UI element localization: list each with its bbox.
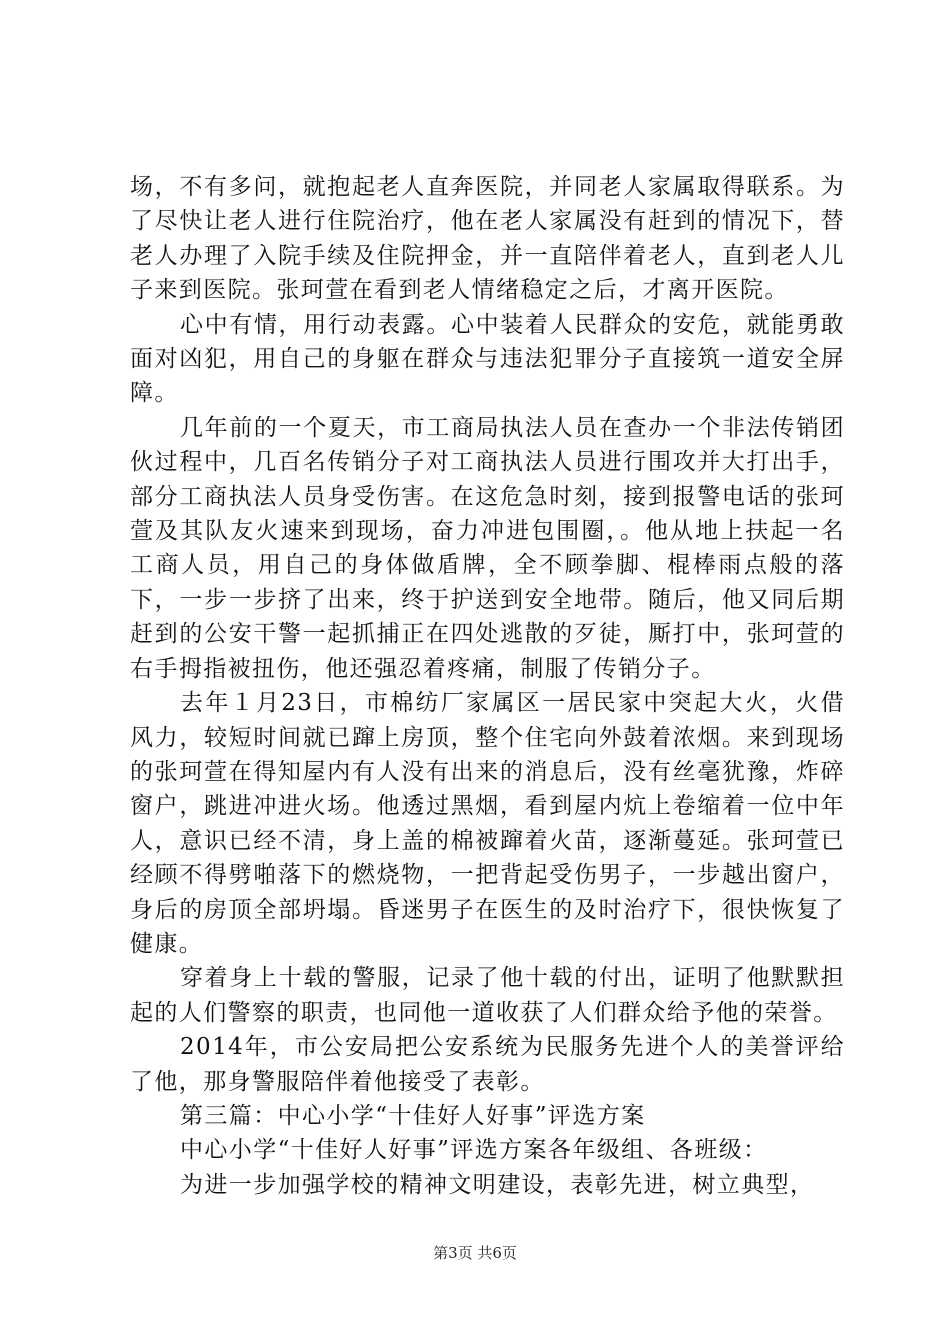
paragraph-2: 心中有情，用行动表露。心中装着人民群众的安危，就能勇敢面对凶犯，用自己的身躯在群众与违法犯罪分子直接筑一道安全屏障。 [130,311,845,407]
page-number: 第3页 共6页 [433,1244,517,1262]
section-heading: 第三篇：中心小学“十佳好人好事”评选方案 [180,1102,646,1129]
paragraph-9: 为进一步加强学校的精神文明建设，表彰先进，树立典型， [180,1171,815,1198]
paragraph-3: 几年前的一个夏天，市工商局执法人员在查办一个非法传销团伙过程中，几百名传销分子对工商执法人员进行围攻并大打出手，部分工商执法人员身受伤害。在这危急时刻，接到报警电话的张珂萱及其队友火速来到现场，奋力冲进包围圈，。他从地上扶起一名工商人员，用自己的身体做盾牌，全不顾拳脚、棍棒雨点般的落下，一步一步挤了出来，终于护送到安全地带。随后，他又同后期赶到的公安干警一起抓捕正在四处逃散的歹徒，厮打中，张珂萱的右手拇指被扭伤，他还强忍着疼痛，制服了传销分子。 [130,414,845,682]
paragraph-4: 去年１月23日，市棉纺厂家属区一居民家中突起大火，火借风力，较短时间就已蹿上房顶，整个住宅向外鼓着浓烟。来到现场的张珂萱在得知屋内有人没有出来的消息后，没有丝毫犹豫，炸碎窗户，跳进冲进火场。他透过黑烟，看到屋内炕上卷缩着一位中年人，意识已经不清，身上盖的棉被蹿着火苗，逐渐蔓延。张珂萱已经顾不得劈啪落下的燃烧物，一把背起受伤男子，一步越出窗户，身后的房顶全部坍塌。昏迷男子在医生的及时治疗下，很快恢复了健康。 [130,690,845,957]
paragraph-6: 2014年，市公安局把公安系统为民服务先进个人的美誉评给了他，那身警服陪伴着他接受了表彰。 [130,1034,845,1095]
paragraph-8: 中心小学“十佳好人好事”评选方案各年级组、各班级： [180,1137,768,1164]
document-body [130,170,845,1202]
paragraph-5: 穿着身上十载的警服，记录了他十载的付出，证明了他默默担起的人们警察的职责，也同他一道收获了人们群众给予他的荣誉。 [130,965,845,1026]
paragraph-1: 场，不有多问，就抱起老人直奔医院，并同老人家属取得联系。为了尽快让老人进行住院治疗，他在老人家属没有赶到的情况下，替老人办理了入院手续及住院押金，并一直陪伴着老人，直到老人儿子来到医院。张珂萱在看到老人情绪稳定之后，才离开医院。 [130,174,845,304]
